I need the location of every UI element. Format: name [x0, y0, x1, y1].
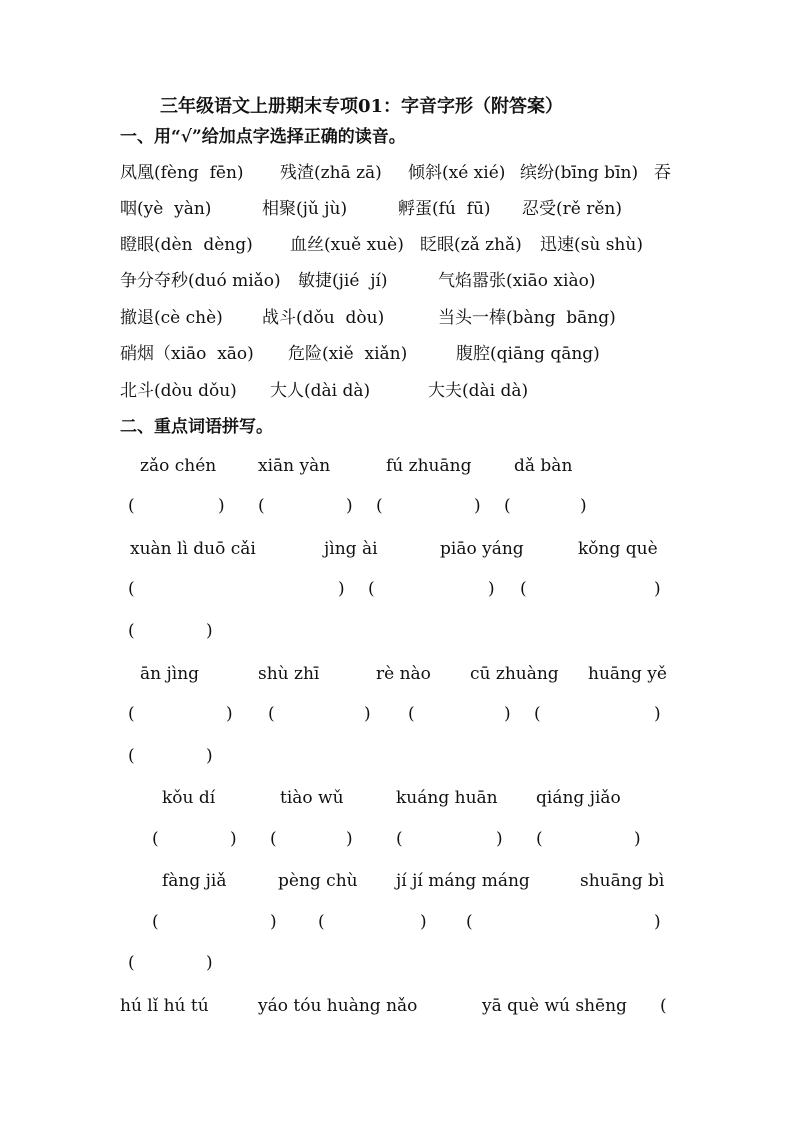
- answer-open: (: [368, 579, 375, 599]
- pinyin-word: rè nào: [376, 664, 431, 684]
- reading-item: 争分夺秒(duó miǎo): [120, 271, 281, 291]
- answer-close: ): [654, 704, 661, 724]
- answer-open: (: [128, 953, 135, 973]
- section2-heading: 二、重点词语拼写。: [120, 417, 273, 437]
- pinyin-word: ān jìng: [140, 664, 200, 684]
- reading-item: 硝烟（xiāo xāo): [120, 344, 254, 364]
- reading-item: 当头一棒(bàng bāng): [438, 308, 616, 328]
- reading-item: 大人(dài dà): [270, 381, 371, 401]
- answer-close: ): [654, 579, 661, 599]
- pinyin-word: xuàn lì duō cǎi: [130, 539, 256, 559]
- reading-item: 咽(yè yàn): [120, 199, 212, 219]
- answer-close: ): [270, 912, 277, 932]
- answer-open: (: [536, 829, 543, 849]
- reading-item: 撤退(cè chè): [120, 308, 223, 328]
- answer-open: (: [128, 621, 135, 641]
- answer-close: ): [206, 621, 213, 641]
- reading-item: 北斗(dòu dǒu): [120, 381, 237, 401]
- pinyin-word: tiào wǔ: [280, 788, 344, 808]
- reading-item: 相聚(jǔ jù): [262, 199, 348, 219]
- answer-open: (: [520, 579, 527, 599]
- pinyin-word: hú lǐ hú tú: [120, 996, 209, 1016]
- pinyin-word: fú zhuāng: [386, 456, 472, 476]
- reading-item: 吞: [654, 163, 671, 183]
- pinyin-word: fàng jiǎ: [162, 871, 227, 891]
- pinyin-word: huāng yě: [588, 664, 667, 684]
- answer-close: ): [496, 829, 503, 849]
- reading-item: 大夫(dài dà): [428, 381, 529, 401]
- answer-close: ): [346, 496, 353, 516]
- answer-open: (: [258, 496, 265, 516]
- reading-item: 眨眼(zǎ zhǎ): [420, 235, 522, 255]
- reading-item: 残渣(zhā zā): [280, 163, 382, 183]
- answer-close: ): [206, 746, 213, 766]
- pinyin-word: shù zhī: [258, 664, 320, 684]
- answer-open: (: [128, 704, 135, 724]
- answer-open: (: [128, 746, 135, 766]
- answer-close: ): [654, 912, 661, 932]
- reading-item: 危险(xiě xiǎn): [288, 344, 408, 364]
- section1-heading: 一、用“√”给加点字选择正确的读音。: [120, 127, 406, 147]
- answer-open: (: [268, 704, 275, 724]
- reading-item: 忍受(rě rěn): [522, 199, 622, 219]
- answer-close: ): [218, 496, 225, 516]
- answer-open: (: [128, 496, 135, 516]
- reading-item: 凤凰(fèng fēn): [120, 163, 244, 183]
- answer-open: (: [128, 579, 135, 599]
- pinyin-word: pèng chù: [278, 871, 358, 891]
- reading-item: 敏捷(jié jí): [298, 271, 388, 291]
- pinyin-word: kǒng què: [578, 539, 658, 559]
- reading-item: 战斗(dǒu dòu): [262, 308, 385, 328]
- answer-close: ): [474, 496, 481, 516]
- answer-open: (: [152, 829, 159, 849]
- pinyin-word: yáo tóu huàng nǎo: [258, 996, 418, 1016]
- reading-item: 腹腔(qiāng qāng): [456, 344, 600, 364]
- pinyin-word: piāo yáng: [440, 539, 524, 559]
- answer-close: ): [338, 579, 345, 599]
- answer-open: (: [534, 704, 541, 724]
- answer-close: ): [226, 704, 233, 724]
- reading-item: 迅速(sù shù): [540, 235, 643, 255]
- page-title: 三年级语文上册期末专项01：字音字形（附答案）: [160, 96, 564, 117]
- answer-close: ): [488, 579, 495, 599]
- answer-open: (: [318, 912, 325, 932]
- pinyin-word: jìng ài: [324, 539, 378, 559]
- reading-item: 孵蛋(fú fū): [398, 199, 491, 219]
- answer-close: ): [230, 829, 237, 849]
- answer-open: (: [152, 912, 159, 932]
- answer-close: ): [346, 829, 353, 849]
- answer-open: (: [408, 704, 415, 724]
- answer-open: (: [396, 829, 403, 849]
- answer-open: (: [660, 996, 667, 1016]
- pinyin-word: cū zhuàng: [470, 664, 559, 684]
- pinyin-word: xiān yàn: [258, 456, 331, 476]
- reading-item: 倾斜(xé xié): [408, 163, 506, 183]
- pinyin-word: shuāng bì: [580, 871, 665, 891]
- pinyin-word: dǎ bàn: [514, 456, 573, 476]
- pinyin-word: zǎo chén: [140, 456, 217, 476]
- pinyin-line: [0, 995, 794, 1127]
- pinyin-word: kuáng huān: [396, 788, 498, 808]
- answer-close: ): [634, 829, 641, 849]
- reading-item: 血丝(xuě xuè): [290, 235, 404, 255]
- reading-item: 气焰嚣张(xiāo xiào): [438, 271, 596, 291]
- answer-open: (: [466, 912, 473, 932]
- pinyin-word: jí jí máng máng: [396, 871, 530, 891]
- pinyin-word: yā què wú shēng: [482, 996, 627, 1016]
- pinyin-word: qiáng jiǎo: [536, 788, 621, 808]
- answer-open: (: [376, 496, 383, 516]
- reading-item: 瞪眼(dèn dèng): [120, 235, 253, 255]
- answer-close: ): [504, 704, 511, 724]
- pinyin-word: kǒu dí: [162, 788, 216, 808]
- reading-item: 缤纷(bīng bīn): [520, 163, 639, 183]
- answer-close: ): [364, 704, 371, 724]
- answer-open: (: [504, 496, 511, 516]
- answer-close: ): [206, 953, 213, 973]
- answer-open: (: [270, 829, 277, 849]
- answer-close: ): [580, 496, 587, 516]
- answer-close: ): [420, 912, 427, 932]
